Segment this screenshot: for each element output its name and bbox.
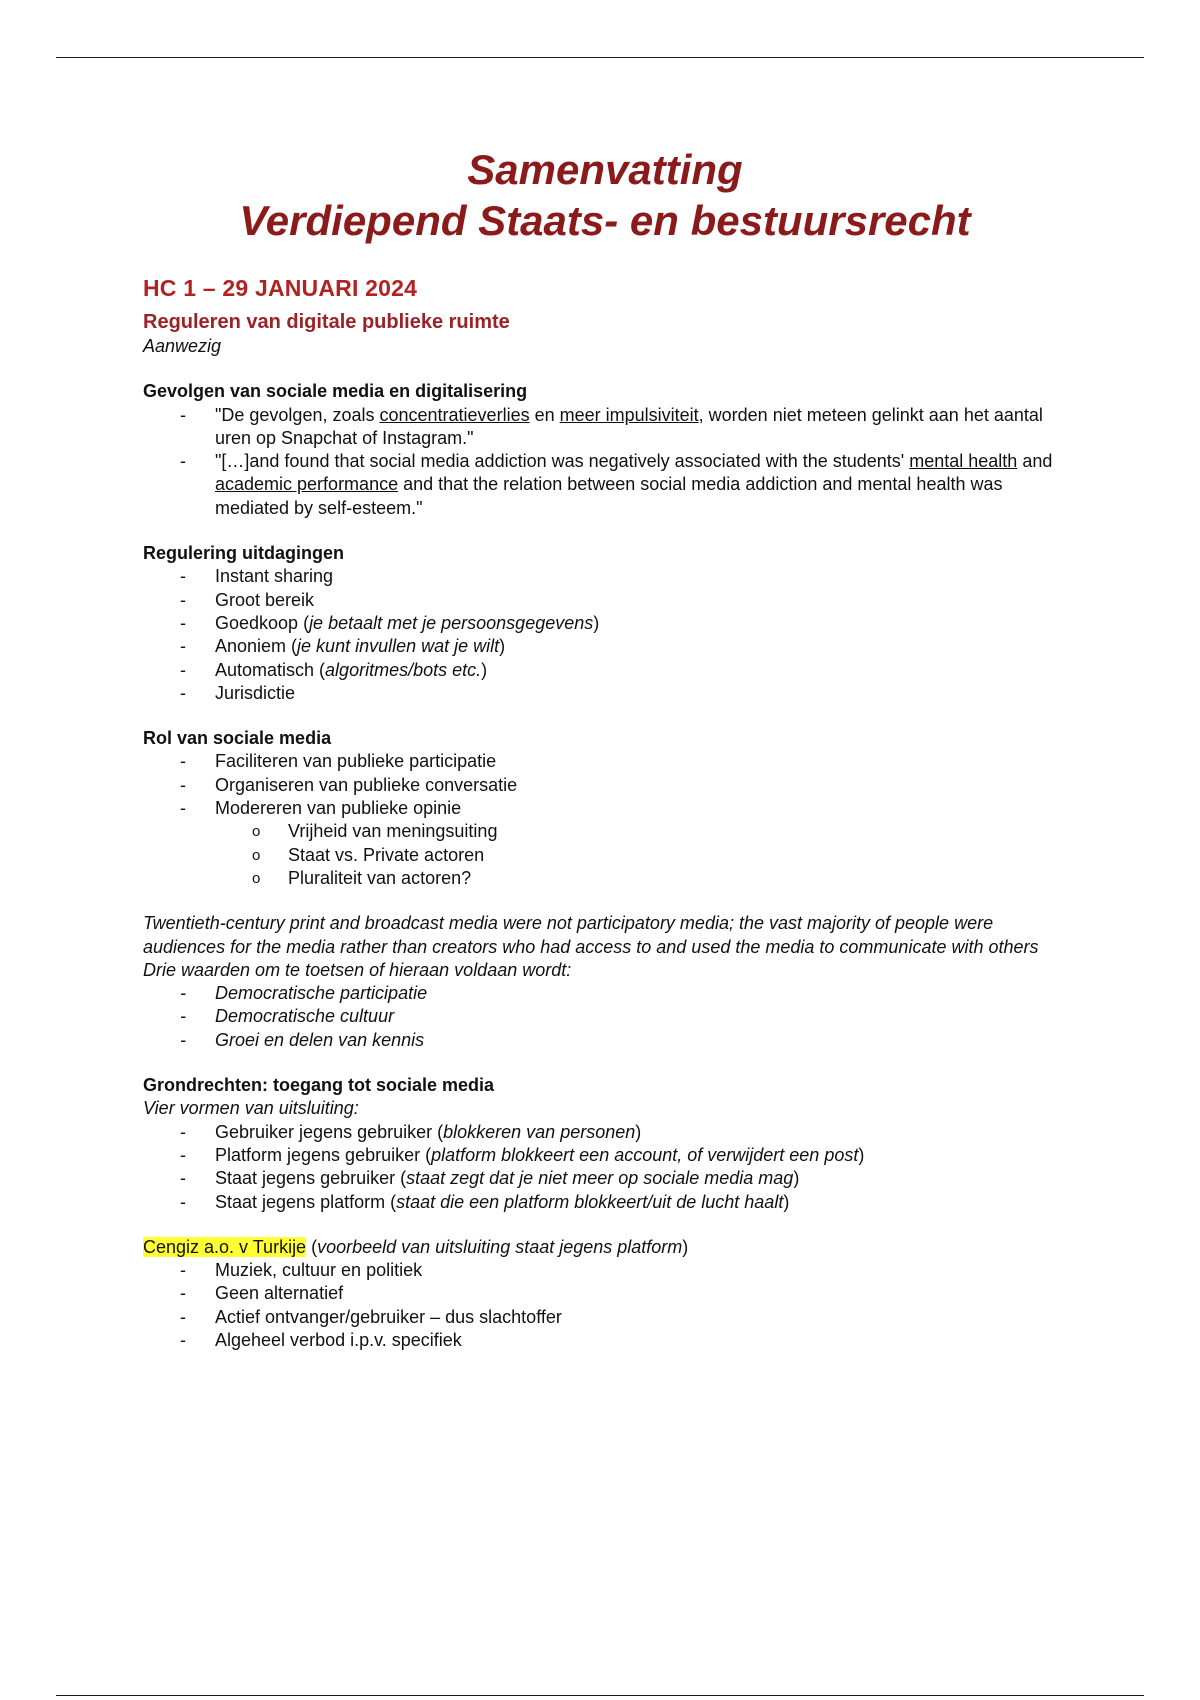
waarden-intro: Drie waarden om te toetsen of hieraan voldaan wordt:	[143, 959, 572, 980]
uitsluiting-intro: Vier vormen van uitsluiting:	[143, 1098, 359, 1119]
list-item: - Geen alternatief	[143, 1282, 1063, 1305]
page-top-rule	[56, 57, 1144, 58]
rol-list	[143, 750, 1063, 820]
section-title-rol: Rol van sociale media	[143, 728, 332, 749]
section-title-gevolgen: Gevolgen van sociale media en digitalisering	[143, 381, 528, 402]
list-item: - Automatisch (algoritmes/bots etc.)	[143, 659, 1063, 682]
list-item: - Muziek, cultuur en politiek	[143, 1259, 1063, 1282]
list-item: - "De gevolgen, zoals concentratieverlies en meer impulsiviteit, worden niet meteen gelinkt aan het aantal uren op Snapchat of Instagram."	[143, 404, 1063, 451]
attendance-note: Aanwezig	[143, 336, 222, 356]
list-item: - Anoniem (je kunt invullen wat je wilt)	[143, 635, 1063, 658]
list-item: - Gebruiker jegens gebruiker (blokkeren van personen)	[143, 1121, 1063, 1144]
list-item: - Democratische cultuur	[143, 1005, 1063, 1028]
list-item: - Staat jegens platform (staat die een platform blokkeert/uit de lucht haalt)	[143, 1191, 1063, 1214]
list-item: - Goedkoop (je betaalt met je persoonsgegevens)	[143, 612, 1063, 635]
title-line-1: Samenvatting	[467, 146, 743, 193]
list-item: - Platform jegens gebruiker (platform blokkeert een account, of verwijdert een post)	[143, 1144, 1063, 1167]
uitdagingen-list	[143, 565, 1063, 705]
list-item: - Jurisdictie	[143, 682, 1063, 705]
waarden-list	[143, 982, 1063, 1052]
list-item: - Staat jegens gebruiker (staat zegt dat je niet meer op sociale media mag)	[143, 1167, 1063, 1190]
rol-sublist	[143, 820, 1063, 890]
document-title	[55, 144, 1155, 246]
list-item: - Groei en delen van kennis	[143, 1029, 1063, 1052]
list-item: - Algeheel verbod i.p.v. specifiek	[143, 1329, 1063, 1352]
uitsluiting-list	[143, 1121, 1063, 1214]
list-item: - Modereren van publieke opinie	[143, 797, 1063, 820]
sub-list-item: o Staat vs. Private actoren	[143, 844, 1063, 867]
list-item: - Organiseren van publieke conversatie	[143, 774, 1063, 797]
page-bottom-rule	[56, 1695, 1144, 1696]
lecture-subheading: Reguleren van digitale publieke ruimte	[143, 311, 510, 333]
sub-list-item: o Vrijheid van meningsuiting	[143, 820, 1063, 843]
list-item: - Instant sharing	[143, 565, 1063, 588]
section-title-grondrechten: Grondrechten: toegang tot sociale media	[143, 1075, 495, 1096]
quote-paragraph: Twentieth-century print and broadcast media were not participatory media; the vast majority of people were audiences for the media rather than creators who had access to and used the media to communicate with others	[143, 913, 1039, 957]
title-line-2: Verdiepend Staats- en bestuursrecht	[239, 197, 971, 244]
list-item: - Actief ontvanger/gebruiker – dus slachtoffer	[143, 1306, 1063, 1329]
lecture-heading: HC 1 – 29 JANUARI 2024	[143, 275, 418, 301]
list-item: - Groot bereik	[143, 589, 1063, 612]
list-item: - "[…]and found that social media addiction was negatively associated with the students' mental health and academic performance and that the relation between social media addiction and mental health was mediated by self-esteem."	[143, 450, 1063, 520]
gevolgen-list	[143, 404, 1063, 520]
case-list	[143, 1259, 1063, 1352]
list-item: - Faciliteren van publieke participatie	[143, 750, 1063, 773]
document-page	[143, 140, 1063, 1352]
list-item: - Democratische participatie	[143, 982, 1063, 1005]
sub-list-item: o Pluraliteit van actoren?	[143, 867, 1063, 890]
case-line: Cengiz a.o. v Turkije (voorbeeld van uitsluiting staat jegens platform)	[143, 1236, 689, 1257]
section-title-uitdagingen: Regulering uitdagingen	[143, 543, 344, 564]
case-name-highlight: Cengiz a.o. v Turkije	[143, 1236, 307, 1257]
